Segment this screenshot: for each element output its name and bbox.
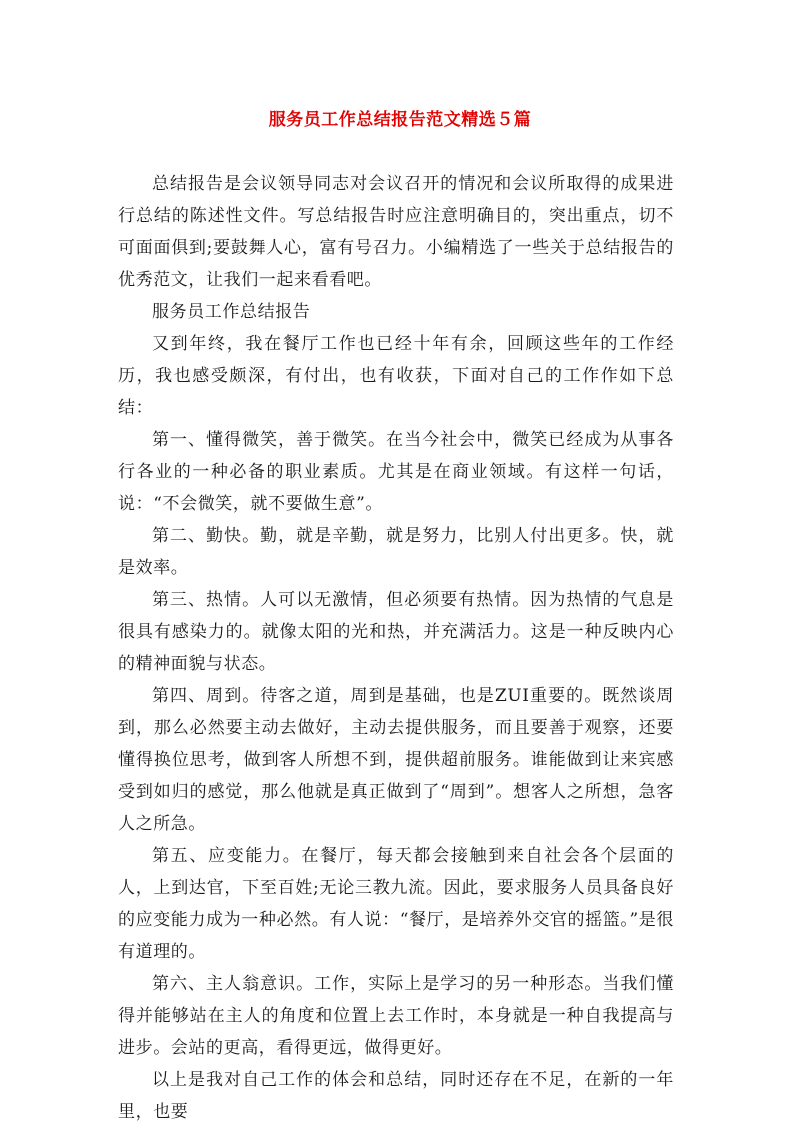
document-body — [118, 168, 674, 1128]
paragraph-point-2: 第二、勤快。勤，就是辛勤，就是努力，比别人付出更多。快，就是效率。 — [118, 526, 674, 578]
paragraph-point-1: 第一、懂得微笑，善于微笑。在当今社会中，微笑已经成为从事各行各业的一种必备的职业素质。尤其是在商业领域。有这样一句话，说：“不会微笑，就不要做生意”。 — [118, 430, 674, 514]
paragraph-subheading: 服务员工作总结报告 — [152, 302, 311, 322]
paragraph-year-end: 又到年终，我在餐厅工作也已经十年有余，回顾这些年的工作经历，我也感受颇深，有付出，也有收获，下面对自己的工作作如下总结： — [118, 334, 674, 418]
paragraph-point-6: 第六、主人翁意识。工作，实际上是学习的另一种形态。当我们懂得并能够站在主人的角度和位置上去工作时，本身就是一种自我提高与进步。会站的更高，看得更远，做得更好。 — [118, 974, 674, 1058]
paragraph-intro: 总结报告是会议领导同志对会议召开的情况和会议所取得的成果进行总结的陈述性文件。写总结报告时应注意明确目的，突出重点，切不可面面俱到;要鼓舞人心，富有号召力。小编精选了一些关于总结报告的优秀范文，让我们一起来看看吧。 — [118, 174, 674, 290]
paragraph-conclusion: 以上是我对自己工作的体会和总结，同时还存在不足，在新的一年里，也要 — [118, 1070, 674, 1122]
document-title: 服务员工作总结报告范文精选５篇 — [268, 110, 532, 130]
paragraph-point-3: 第三、热情。人可以无激情，但必须要有热情。因为热情的气息是很具有感染力的。就像太阳的光和热，并充满活力。这是一种反映内心的精神面貌与状态。 — [118, 590, 674, 674]
paragraph-point-5: 第五、应变能力。在餐厅，每天都会接触到来自社会各个层面的人，上到达官，下至百姓;无论三教九流。因此，要求服务人员具备良好的应变能力成为一种必然。有人说：“餐厅，是培养外交官的摇篮。”是很有道理的。 — [118, 846, 674, 962]
paragraph-point-4: 第四、周到。待客之道，周到是基础，也是ZUI重要的。既然谈周到，那么必然要主动去做好，主动去提供服务，而且要善于观察，还要懂得换位思考，做到客人所想不到，提供超前服务。谁能做到让来宾感受到如归的感觉，那么他就是真正做到了“周到”。想客人之所想，急客人之所急。 — [118, 686, 674, 834]
